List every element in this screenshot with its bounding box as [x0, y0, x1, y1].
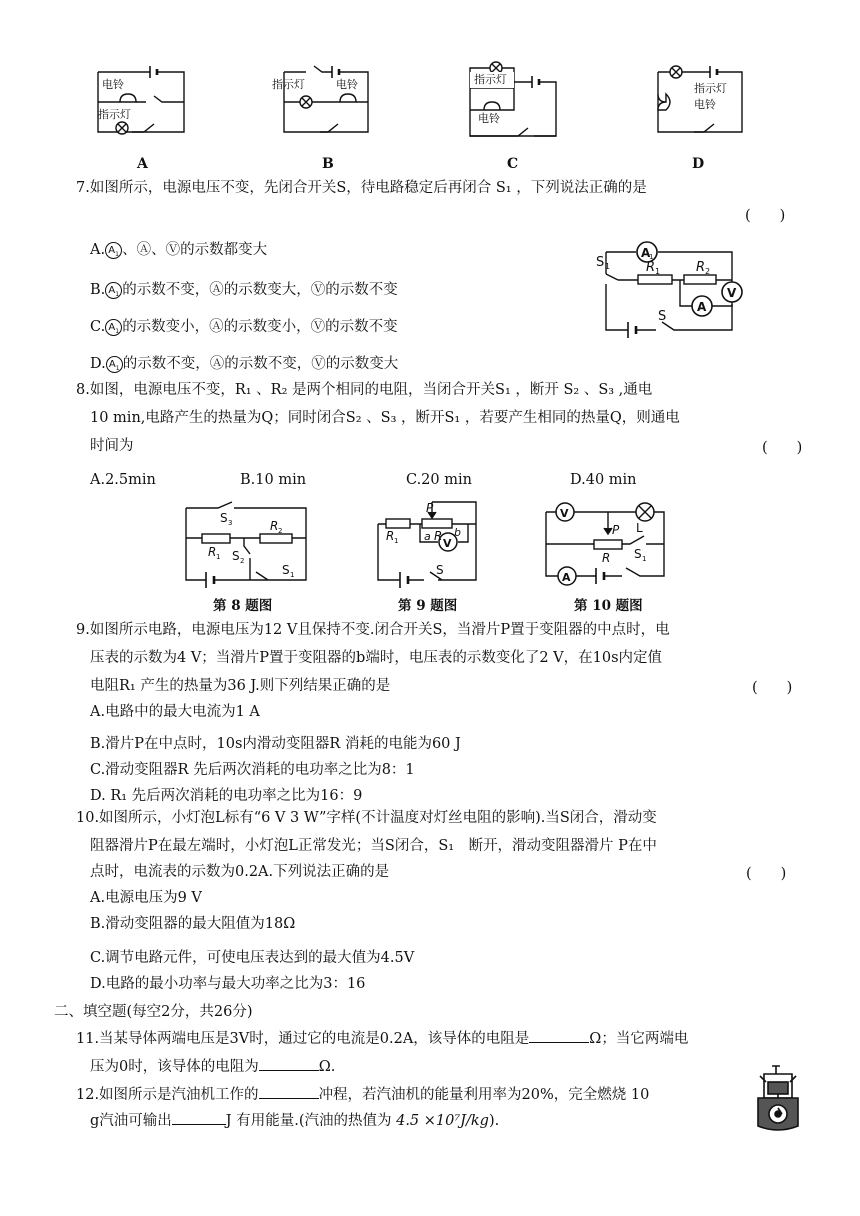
q8-option-c[interactable]: C.20 min	[406, 472, 472, 488]
ammeter-a1-icon: $A_1$	[106, 356, 123, 373]
svg-text:1: 1	[605, 262, 611, 271]
svg-text:1: 1	[649, 253, 654, 261]
q8-option-a[interactable]: A.2.5min	[90, 472, 156, 488]
q8-option-b[interactable]: B.10 min	[240, 472, 307, 488]
q10-option-c[interactable]: C.调节电路元件，可使电压表达到的最大值为4.5V	[90, 950, 415, 966]
q7-answer-bracket[interactable]: ( )	[745, 208, 786, 224]
q11-line1: 11.当某导体两端电压是3V时，通过它的电流是0.2A，该导体的电阻是 Ω；当它两端电	[76, 1028, 688, 1049]
q9-option-c[interactable]: C.滑动变阻器R 先后两次消耗的电功率之比为8：1	[90, 762, 415, 778]
svg-text:2: 2	[240, 557, 245, 565]
q9-option-d[interactable]: D. R₁ 先后两次消耗的电功率之比为16：9	[90, 788, 363, 804]
svg-text:指示灯: 指示灯	[694, 82, 727, 95]
q7-circuit-diagram	[596, 234, 746, 342]
svg-text:R: R	[434, 529, 443, 543]
svg-text:指示灯: 指示灯	[272, 78, 305, 91]
svg-text:R: R	[646, 260, 656, 275]
q7-option-d[interactable]: D. $A_1$ 的示数不变，Ⓐ的示数不变，Ⓥ的示数变大	[90, 356, 399, 372]
svg-text:L: L	[636, 521, 643, 535]
q7-option-c[interactable]: C. $A_1$ 的示数变小，Ⓐ的示数变小，Ⓥ的示数不变	[90, 319, 398, 335]
svg-text:R: R	[270, 519, 279, 533]
q10-option-a[interactable]: A.电源电压为9 V	[90, 890, 202, 906]
svg-text:V: V	[560, 507, 569, 520]
q12-line2: g汽油可输出 J 有用能量.(汽油的热值为 4.5 ×10⁷J/kg).	[90, 1110, 499, 1131]
ammeter-a1-icon: $A_1$	[105, 319, 122, 336]
svg-text:V: V	[443, 537, 452, 550]
q10-answer-bracket[interactable]: ( )	[746, 866, 787, 882]
q8-stem-line1: 8.如图，电源电压不变，R₁ 、R₂ 是两个相同的电阻，当闭合开关S₁ ，断开 S₂ 、S₃ ,通电	[76, 382, 653, 398]
svg-text:S: S	[596, 255, 605, 270]
option-label-c: C	[507, 156, 519, 172]
svg-text:1: 1	[655, 267, 661, 276]
q9-stem-line3: 电阻R₁ 产生的热量为36 J.则下列结果正确的是	[90, 678, 391, 694]
section2-heading: 二、填空题(每空2分，共26分)	[54, 1004, 253, 1020]
q10-circuit-diagram	[540, 496, 670, 590]
svg-text:电铃: 电铃	[694, 98, 716, 111]
q9-answer-bracket[interactable]: ( )	[752, 680, 793, 696]
svg-text:1: 1	[394, 537, 399, 545]
ammeter-a1-icon: $A_1$	[105, 242, 122, 259]
q11-line2: 压为0时，该导体的电阻为 Ω.	[90, 1056, 335, 1077]
circuit-option-d	[652, 62, 748, 136]
circuit-option-b	[270, 62, 376, 136]
option-label-d: D	[692, 156, 705, 172]
fig8-caption: 第 8 题图	[213, 598, 273, 614]
q10-stem-line3: 点时，电流表的示数为0.2A.下列说法正确的是	[90, 864, 390, 880]
option-label-a: A	[137, 156, 148, 172]
q11-blank-1[interactable]	[529, 1028, 589, 1043]
q9-stem-line1: 9.如图所示电路，电源电压为12 V且保持不变.闭合开关S，当滑片P置于变阻器的中点时，电	[76, 622, 670, 638]
svg-text:S: S	[658, 309, 667, 324]
fig9-caption: 第 9 题图	[398, 598, 458, 614]
svg-text:P: P	[426, 501, 434, 515]
svg-text:指示灯: 指示灯	[474, 73, 507, 86]
svg-text:S: S	[220, 511, 228, 525]
svg-text:电铃: 电铃	[102, 78, 124, 91]
q7-stem: 7.如图所示，电源电压不变，先闭合开关S，待电路稳定后再闭合 S₁ ，下列说法正确的是	[76, 180, 647, 196]
svg-text:A: A	[641, 246, 651, 260]
svg-text:S: S	[232, 549, 240, 563]
circuit-option-c	[462, 58, 562, 140]
q8-answer-bracket[interactable]: ( )	[762, 440, 803, 456]
q8-stem-line3: 时间为	[90, 438, 134, 454]
q12-blank-2[interactable]	[172, 1110, 226, 1125]
q10-option-b[interactable]: B.滑动变阻器的最大阻值为18Ω	[90, 916, 296, 932]
svg-text:A: A	[562, 571, 571, 584]
gasoline-engine-icon	[754, 1064, 802, 1132]
svg-text:S: S	[634, 547, 642, 561]
ammeter-a1-icon: $A_1$	[105, 282, 122, 299]
q9-option-a[interactable]: A.电路中的最大电流为1 A	[90, 704, 260, 720]
svg-text:R: R	[602, 551, 611, 565]
svg-text:a: a	[424, 530, 431, 543]
q12-blank-1[interactable]	[259, 1084, 319, 1099]
q8-option-d[interactable]: D.40 min	[570, 472, 637, 488]
svg-text:P: P	[612, 523, 620, 537]
option-label-b: B	[322, 156, 334, 172]
q8-stem-line2: 10 min,电路产生的热量为Q；同时闭合S₂ 、S₃ ，断开S₁ ，若要产生相同的热量Q，则通电	[90, 410, 680, 426]
svg-text:1: 1	[290, 571, 295, 579]
svg-text:S: S	[436, 563, 444, 577]
q10-stem-line2: 阻器滑片P在最左端时，小灯泡L正常发光；当S闭合，S₁ 断开，滑动变阻器滑片 P在中	[90, 838, 657, 854]
fig10-caption: 第 10 题图	[574, 598, 643, 614]
svg-text:S: S	[282, 563, 290, 577]
svg-text:电铃: 电铃	[478, 112, 500, 125]
q11-blank-2[interactable]	[259, 1056, 319, 1071]
svg-text:2: 2	[705, 267, 711, 276]
svg-text:R: R	[386, 529, 395, 543]
q9-stem-line2: 压表的示数为4 V；当滑片P置于变阻器的b端时，电压表的示数变化了2 V，在10s内定值	[90, 650, 663, 666]
svg-text:V: V	[727, 286, 737, 300]
q8-circuit-diagram	[180, 500, 312, 590]
svg-text:2: 2	[278, 527, 283, 535]
q9-option-b[interactable]: B.滑片P在中点时，10s内滑动变阻器R 消耗的电能为60 J	[90, 736, 461, 752]
svg-text:3: 3	[228, 519, 233, 527]
q10-option-d[interactable]: D.电路的最小功率与最大功率之比为3：16	[90, 976, 366, 992]
svg-text:R: R	[696, 260, 706, 275]
q12-line1: 12.如图所示是汽油机工作的 冲程，若汽油机的能量利用率为20%，完全燃烧 10	[76, 1084, 649, 1105]
svg-text:A: A	[697, 300, 707, 314]
circuit-option-a	[92, 62, 192, 136]
q10-stem-line1: 10.如图所示，小灯泡L标有“6 V 3 W”字样(不计温度对灯丝电阻的影响).当S闭合，滑动变	[76, 810, 657, 826]
svg-text:1: 1	[216, 553, 221, 561]
svg-text:R: R	[208, 545, 217, 559]
svg-text:指示灯: 指示灯	[98, 108, 131, 121]
q7-option-b[interactable]: B. $A_1$ 的示数不变，Ⓐ的示数变大，Ⓥ的示数不变	[90, 282, 398, 298]
svg-text:1: 1	[642, 555, 647, 563]
svg-text:b: b	[454, 526, 461, 539]
q9-circuit-diagram	[372, 496, 488, 590]
svg-text:电铃: 电铃	[336, 78, 358, 91]
q7-option-a[interactable]: A. $A_1$ 、Ⓐ、Ⓥ的示数都变大	[90, 242, 268, 258]
